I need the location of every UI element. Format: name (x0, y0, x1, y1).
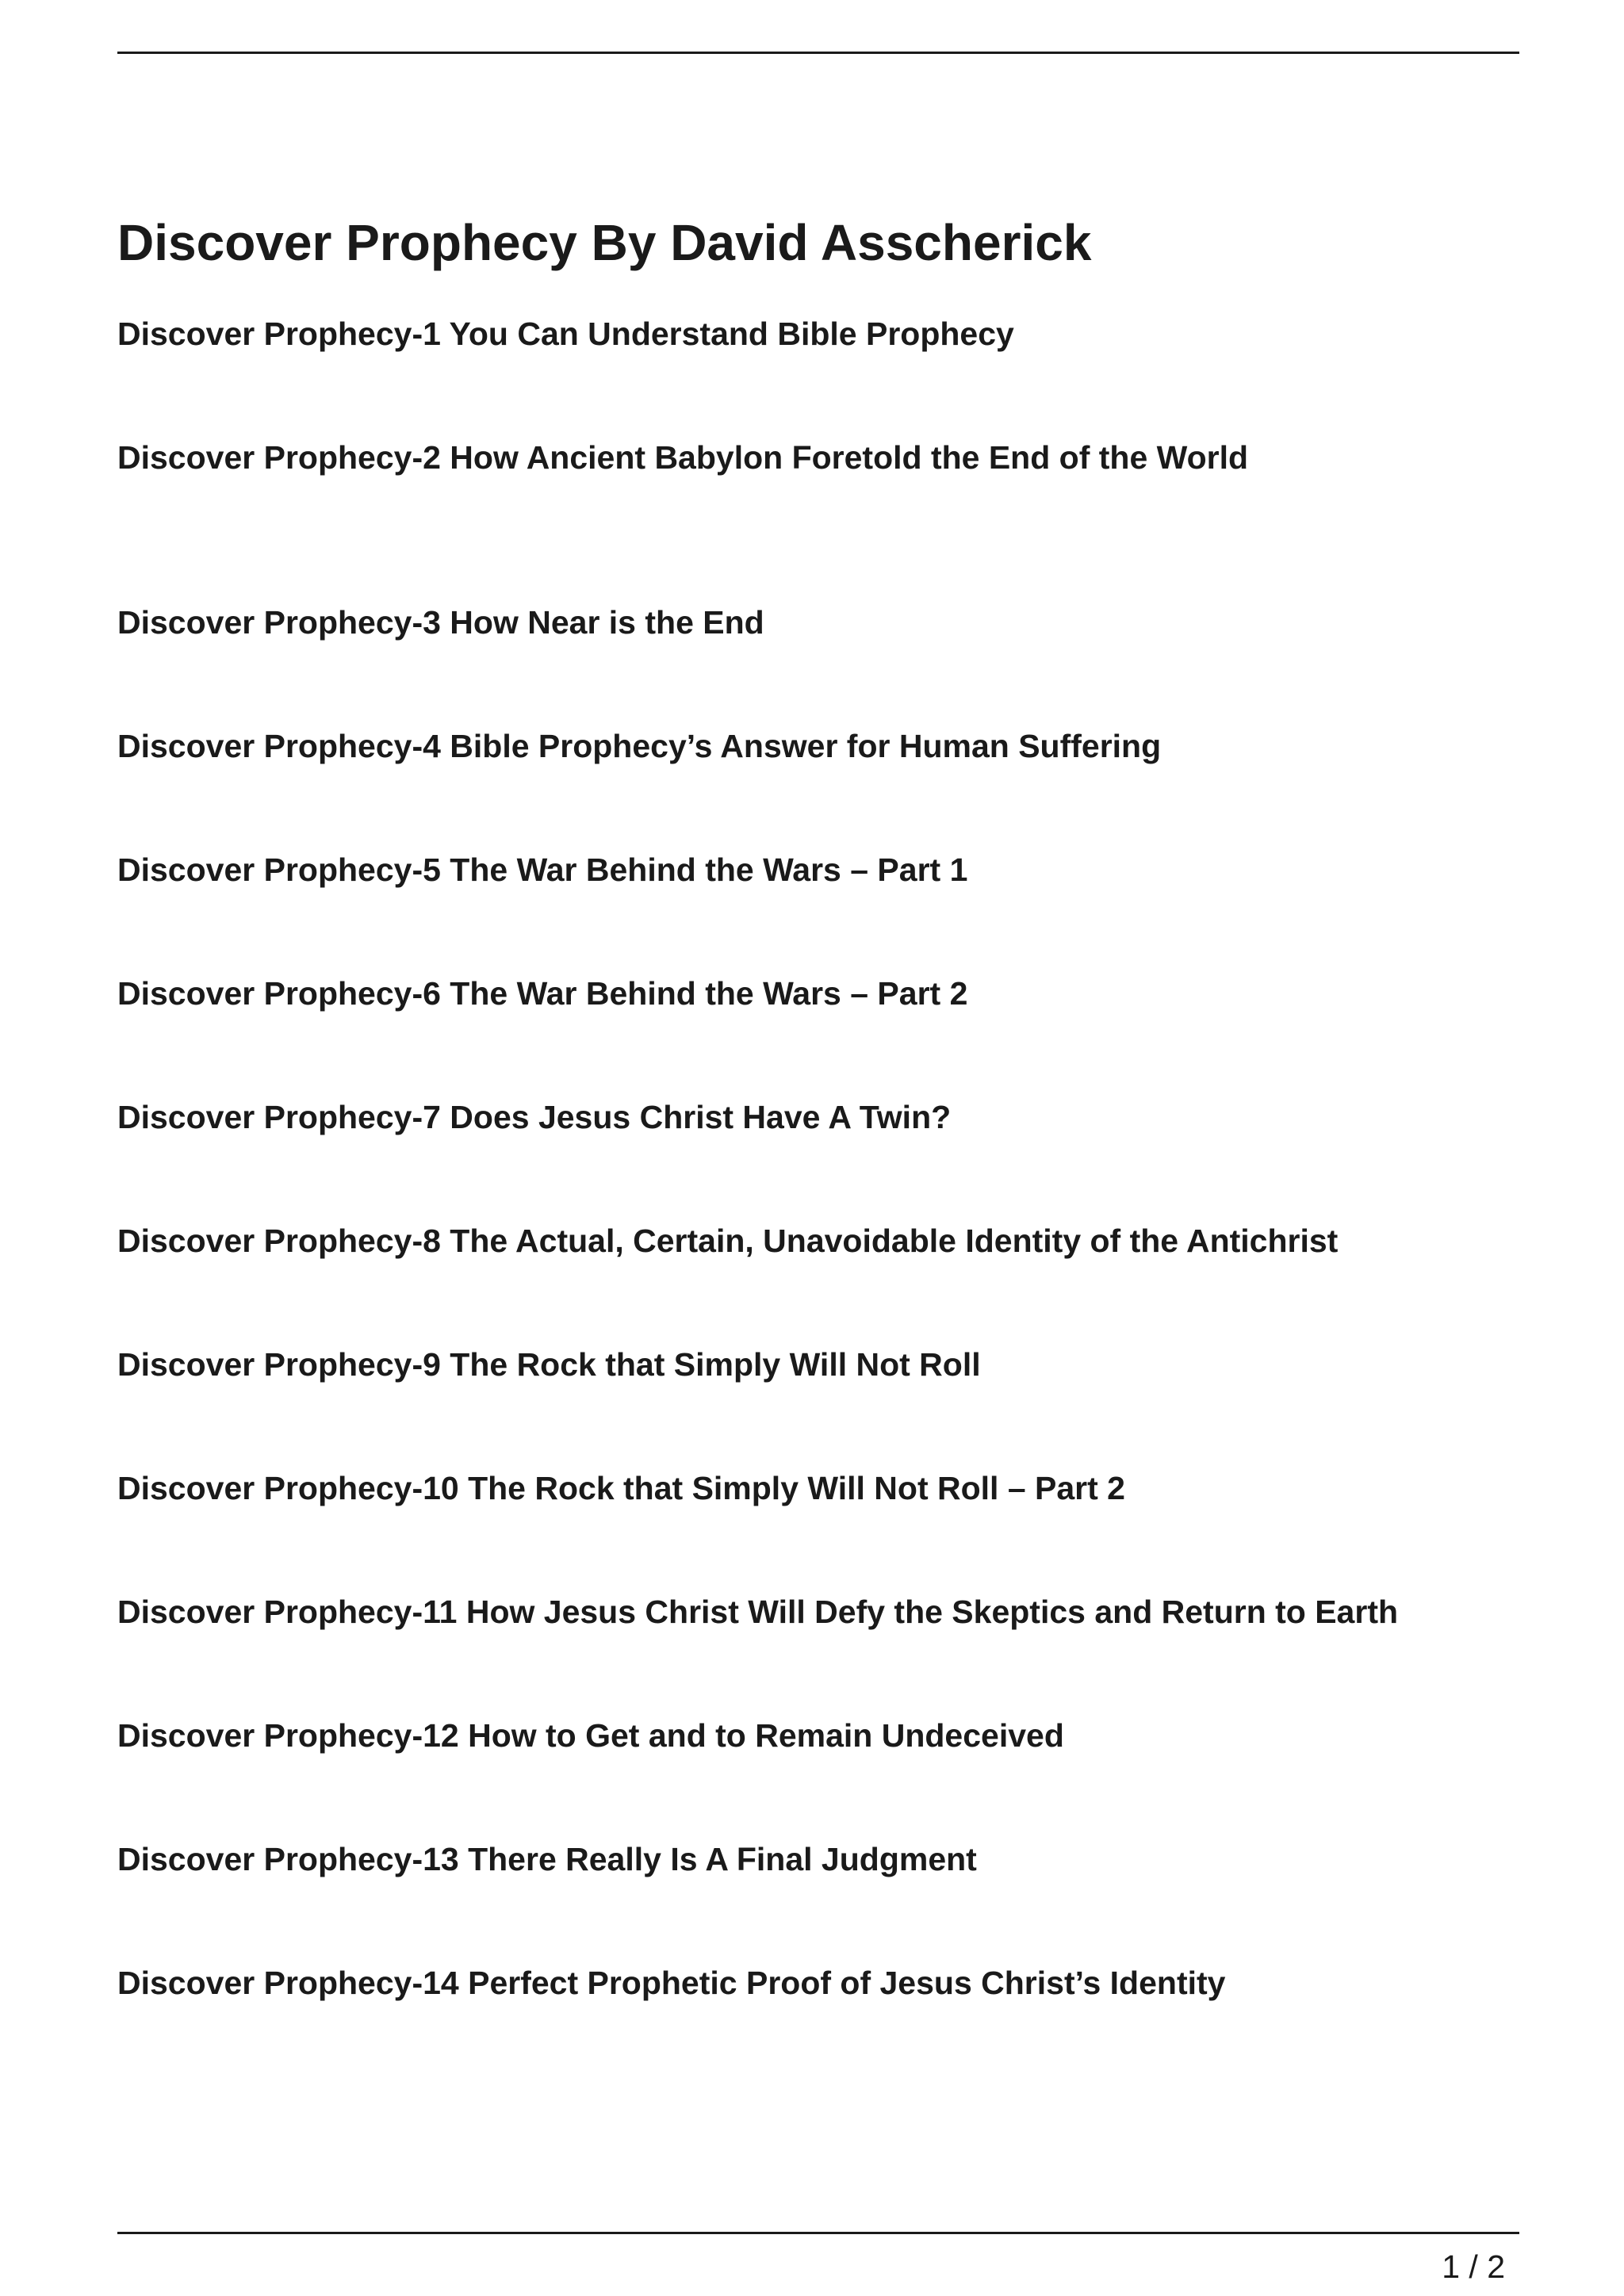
list-item: Discover Prophecy-5 The War Behind the Wars – Part 1 (117, 851, 968, 888)
list-item: Discover Prophecy-7 Does Jesus Christ Have A Twin? (117, 1099, 952, 1135)
list-item: Discover Prophecy-13 There Really Is A Final Judgment (117, 1841, 977, 1877)
page-number: 1 / 2 (1442, 2248, 1505, 2285)
list-item: Discover Prophecy-12 How to Get and to Remain Undeceived (117, 1717, 1064, 1754)
list-item: Discover Prophecy-1 You Can Understand Bible Prophecy (117, 316, 1014, 352)
list-item: Discover Prophecy-4 Bible Prophecy’s Answer for Human Suffering (117, 728, 1162, 764)
list-item: Discover Prophecy-9 The Rock that Simply Will Not Roll (117, 1346, 981, 1383)
list-item: Discover Prophecy-6 The War Behind the Wars – Part 2 (117, 975, 968, 1012)
list-item: Discover Prophecy-11 How Jesus Christ Will Defy the Skeptics and Return to Earth (117, 1594, 1399, 1630)
footer-rule (117, 2232, 1519, 2234)
header-rule (117, 52, 1519, 54)
list-item: Discover Prophecy-14 Perfect Prophetic Proof of Jesus Christ’s Identity (117, 1965, 1226, 2001)
document-title: Discover Prophecy By David Asscherick (117, 214, 1092, 271)
list-item: Discover Prophecy-8 The Actual, Certain, Unavoidable Identity of the Antichrist (117, 1223, 1339, 1259)
list-item: Discover Prophecy-2 How Ancient Babylon Foretold the End of the World (117, 439, 1249, 476)
list-item: Discover Prophecy-10 The Rock that Simply Will Not Roll – Part 2 (117, 1470, 1125, 1506)
list-item: Discover Prophecy-3 How Near is the End (117, 604, 764, 641)
